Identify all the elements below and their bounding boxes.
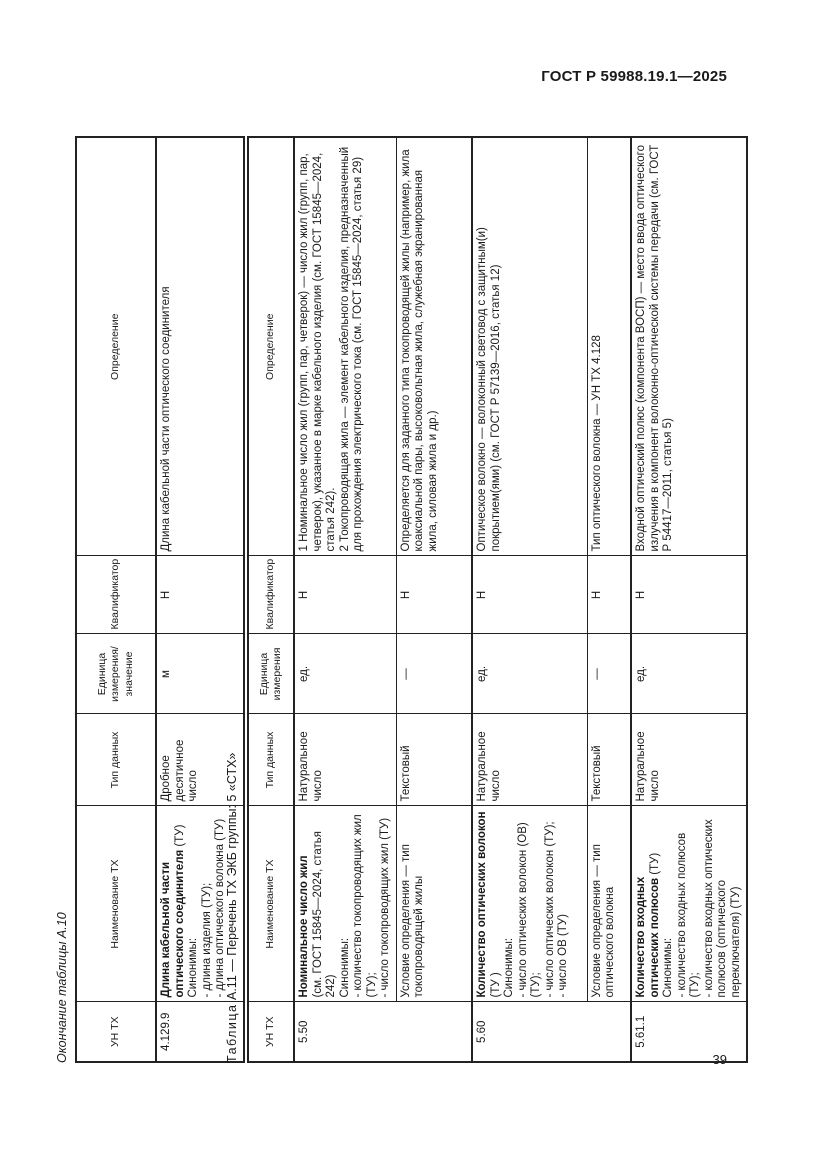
cell-type: Дробное десятичное число [156,714,244,806]
column-header: Определение [248,137,294,556]
cell-sub-name: Условие определения — тип оптического волокна [587,806,631,1002]
cell-id: 5.50 [294,1002,472,1062]
cell-qualifier: Н [294,556,396,634]
table-a10-end [75,136,245,1063]
cell-type: Натуральное число [472,714,587,806]
cell-name [294,806,396,1002]
name-rest: (см. ГОСТ 15845—2024, статья 242) Синонимы: - количество токопроводящих жил (ТУ); - число токопроводящих жил (ТУ) [311,814,391,998]
table-a11 [247,136,748,1063]
page-number: 39 [712,1052,727,1067]
cell-sub-unit: — [587,634,631,714]
column-header: Тип данных [76,714,156,806]
cell-unit: ед. [294,634,396,714]
document-header: ГОСТ Р 59988.19.1—2025 [541,68,727,85]
cell-qualifier: Н [472,556,587,634]
cell-name [631,806,747,1002]
caption-text: А.11 — Перечень ТХ ЭКБ группы: 5 «СТХ» [225,752,239,1004]
column-header: Единица измерения [248,634,294,714]
column-header: Тип данных [248,714,294,806]
name-rest: (ТУ ) Синонимы: - число оптических волокон (ОВ) (ТУ); - число оптических волокон (ТУ); - число ОВ (ТУ) [489,821,569,998]
cell-id: 5.61.1 [631,1002,747,1062]
name-bold: Количество входных оптических полюсов [635,876,661,998]
column-header: УН ТХ [76,1002,156,1062]
column-header: Определение [76,137,156,556]
cell-sub-definition: Тип оптического волокна — УН ТХ 4.128 [587,137,631,556]
cell-unit: ед. [631,634,747,714]
name-bold: Количество оптических волокон [476,811,488,998]
rotated-content [55,77,742,1063]
cell-type: Натуральное число [631,714,747,806]
cell-sub-qualifier: Н [587,556,631,634]
name-bold: Длина кабельной части оптического соединителя [160,849,186,998]
cell-definition: Длина кабельной части оптического соединителя [156,137,244,556]
cell-sub-name: Условие определения — тип токопроводящей жилы [396,806,472,1002]
caption-prefix: Таблица [225,1003,239,1063]
cell-qualifier: Н [156,556,244,634]
column-header: Квалификатор [76,556,156,634]
name-rest: (ТУ) Синонимы: - количество входных полюсов (ТУ); - количество входных оптических полюсов (оптического переключателя) (ТУ) [648,819,742,998]
cell-sub-unit: — [396,634,472,714]
name-rest: (ТУ) Синонимы: - длина изделия (ТУ); - длина оптического волокна (ТУ) [173,818,226,998]
cell-unit: ед. [472,634,587,714]
column-header: Квалификатор [248,556,294,634]
cell-sub-qualifier: Н [396,556,472,634]
column-header: Наименование ТХ [76,806,156,1002]
cell-id: 4.129.9 [156,1002,244,1062]
cell-sub-type: Текстовый [587,714,631,806]
cell-unit: м [156,634,244,714]
cell-definition: Оптическое волокно — волоконный световод с защитным(и) покрытием(ями) (см. ГОСТ Р 57139—2016, статья 12) [472,137,587,556]
cell-definition: Входной оптический полюс (компонента ВОСП) — место ввода оптического излучения в компонент волоконно-оптической системы передачи (см. ГОСТ Р 54417—2011, статья 5) [631,137,747,556]
cell-definition: 1 Номинальное число жил (групп, пар, четверок) — число жил (групп, пар, четверок), указанное в марке кабельного изделия (см. ГОСТ 15845—2024, статья 242). 2 Токопроводящая жила — элемент кабельного изделия, предназначенный для прохождения электрического тока (см. ГОСТ 15845—2024, статья 29) [294,137,396,556]
cell-name [472,806,587,1002]
table-caption [225,753,239,1063]
table-continuation-label: Окончание таблицы А.10 [55,912,69,1063]
column-header: УН ТХ [248,1002,294,1062]
cell-qualifier: Н [631,556,747,634]
cell-sub-definition: Определяется для заданного типа токопроводящей жилы (например, жила коаксиальной пары, высоковольтная жила, служебная экранированная жила, силовая жила и др.) [396,137,472,556]
column-header: Единица измерения/ значение [76,634,156,714]
cell-type: Натуральное число [294,714,396,806]
cell-sub-type: Текстовый [396,714,472,806]
name-bold: Номинальное число жил [298,855,310,998]
column-header: Наименование ТХ [248,806,294,1002]
cell-id: 5.60 [472,1002,631,1062]
